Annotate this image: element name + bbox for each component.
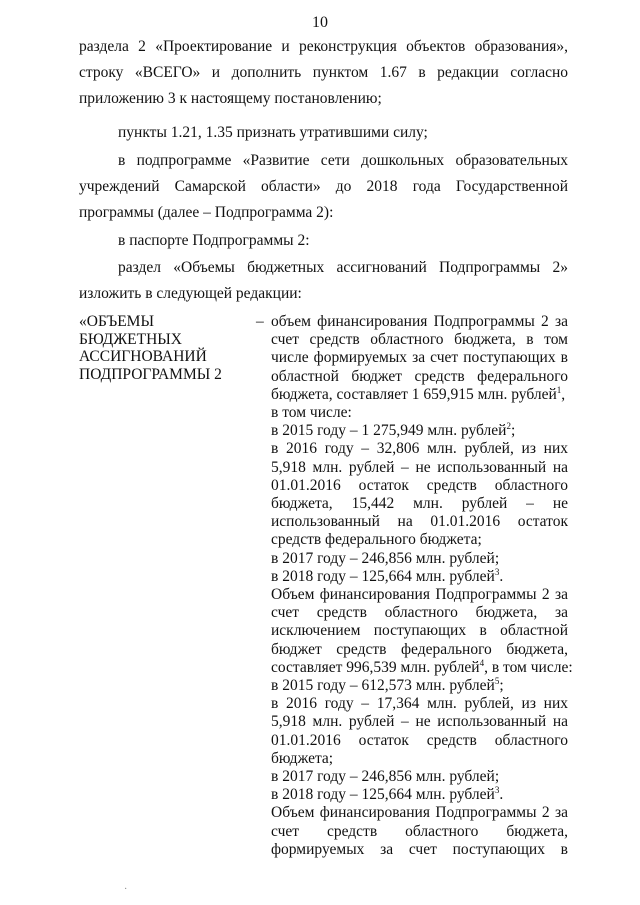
footnote-ref: 3 <box>494 785 500 796</box>
funding-line <box>271 513 568 531</box>
scan-speck: · <box>124 884 128 895</box>
intro-line: изложить в следующей редакции: <box>79 285 302 302</box>
funding-line-text: в 2016 году – 17,364 млн. рублей, из них <box>271 695 568 713</box>
funding-line <box>271 404 568 422</box>
funding-line-text: в 2018 году – 125,664 млн. рублей <box>271 786 495 804</box>
funding-line <box>271 823 568 841</box>
funding-line <box>271 695 568 713</box>
footnote-ref: 3 <box>494 566 500 577</box>
funding-line-text: в 2015 году – 1 275,949 млн. рублей <box>271 422 507 440</box>
funding-line <box>271 495 568 513</box>
funding-line <box>271 841 568 859</box>
funding-line-tail: , <box>561 385 566 403</box>
funding-line-text: 5,918 млн. рублей – не использованный на <box>271 458 568 476</box>
funding-line <box>271 331 568 349</box>
heading-line: БЮДЖЕТНЫХ <box>79 330 182 348</box>
funding-line-text: Объем финансирования Подпрограммы 2 за <box>271 586 568 603</box>
intro-line: строку «ВСЕГО» и дополнить пунктом 1.67 в редакции согласно <box>79 64 568 81</box>
funding-line-tail: , в том числе: <box>484 658 573 676</box>
funding-line <box>271 657 573 677</box>
funding-line-text: в 2017 году – 246,856 млн. рублей; <box>271 549 500 567</box>
funding-line-text: бюджет средств федерального бюджета, <box>271 640 568 658</box>
funding-line <box>271 732 568 750</box>
intro-line: раздела 2 «Проектирование и реконструкция объектов образования», <box>79 38 568 55</box>
funding-line <box>271 459 568 477</box>
funding-line-text: бюджета; <box>271 749 334 767</box>
intro-line: учреждений Самарской области» до 2018 года Государственной <box>79 178 568 195</box>
page-number: 10 <box>312 14 328 31</box>
list-dash: – <box>256 313 264 330</box>
funding-line <box>271 604 568 622</box>
funding-line-text: в 2017 году – 246,856 млн. рублей; <box>271 768 500 785</box>
funding-line-text: составляет 996,539 млн. рублей <box>271 658 480 676</box>
funding-line <box>271 786 568 804</box>
funding-line-text: 5,918 млн. рублей – не использованный на <box>271 713 568 731</box>
funding-line <box>271 677 568 695</box>
heading-line: «ОБЪЕМЫ <box>79 313 154 330</box>
funding-line-tail: ; <box>499 677 504 694</box>
funding-line <box>271 713 568 731</box>
funding-line <box>271 477 568 495</box>
funding-line <box>271 531 568 549</box>
intro-line: в паспорте Подпрограммы 2: <box>118 232 310 249</box>
footnote-ref: 1 <box>556 384 562 395</box>
funding-line <box>271 750 568 768</box>
funding-line <box>271 586 568 604</box>
funding-line <box>271 349 568 367</box>
funding-line-text: в 2018 году – 125,664 млн. рублей <box>271 567 495 585</box>
intro-line: раздел «Объемы бюджетных ассигнований Подпрограммы 2» <box>118 259 568 276</box>
funding-line-text: объем финансирования Подпрограммы 2 за <box>271 313 568 330</box>
funding-line-text: бюджета, 15,442 млн. рублей – не <box>271 495 568 512</box>
heading-line: АССИГНОВАНИЙ <box>79 348 207 366</box>
funding-line-text: в 2015 году – 612,573 млн. рублей <box>271 677 495 694</box>
intro-line: пункты 1.21, 1.35 признать утратившими силу; <box>118 124 428 141</box>
funding-line-tail: . <box>499 786 504 804</box>
footnote-ref: 2 <box>506 421 511 432</box>
funding-line <box>271 440 568 458</box>
funding-line <box>271 313 568 331</box>
funding-line-text: 01.01.2016 остаток средств областного <box>271 476 568 494</box>
funding-line <box>271 386 568 404</box>
funding-line-text: числе формируемых за счет поступающих в <box>271 349 568 367</box>
funding-line-text: 01.01.2016 остаток средств областного <box>271 731 568 749</box>
funding-line <box>271 622 568 640</box>
intro-line: в подпрограмме «Развитие сети дошкольных образовательных <box>118 152 568 169</box>
funding-line-text: в том числе: <box>271 404 352 421</box>
funding-line-text: счет средств областного бюджета, <box>271 822 568 840</box>
funding-line <box>271 768 568 786</box>
funding-line-text: областной бюджет средств федерального <box>271 367 568 385</box>
funding-line-text: средств федерального бюджета; <box>271 531 482 549</box>
funding-line <box>271 422 568 440</box>
funding-line-tail: . <box>499 567 504 585</box>
funding-line <box>271 368 568 386</box>
funding-line-text: исключением поступающих в областной <box>271 622 568 640</box>
funding-line-text: бюджета, составляет 1 659,915 млн. рублей <box>271 385 557 403</box>
footnote-ref: 4 <box>479 657 485 668</box>
heading-line: ПОДПРОГРАММЫ 2 <box>79 365 222 383</box>
funding-line <box>271 568 568 586</box>
funding-line-text: Объем финансирования Подпрограммы 2 за <box>271 804 568 822</box>
funding-line-text: формируемых за счет поступающих в <box>271 840 568 858</box>
funding-line <box>271 550 568 568</box>
funding-line <box>271 804 568 822</box>
funding-line-text: счет средств областного бюджета, в том <box>271 331 568 349</box>
funding-line-text: использованный на 01.01.2016 остаток <box>271 513 568 531</box>
funding-line-tail: ; <box>510 422 516 440</box>
footnote-ref: 5 <box>494 676 500 686</box>
funding-line-text: счет средств областного бюджета, за <box>271 604 568 622</box>
funding-line-text: в 2016 году – 32,806 млн. рублей, из них <box>271 440 568 458</box>
funding-line <box>271 641 568 659</box>
intro-line: программы (далее – Подпрограмма 2): <box>79 204 334 221</box>
intro-line: приложению 3 к настоящему постановлению; <box>79 90 382 107</box>
